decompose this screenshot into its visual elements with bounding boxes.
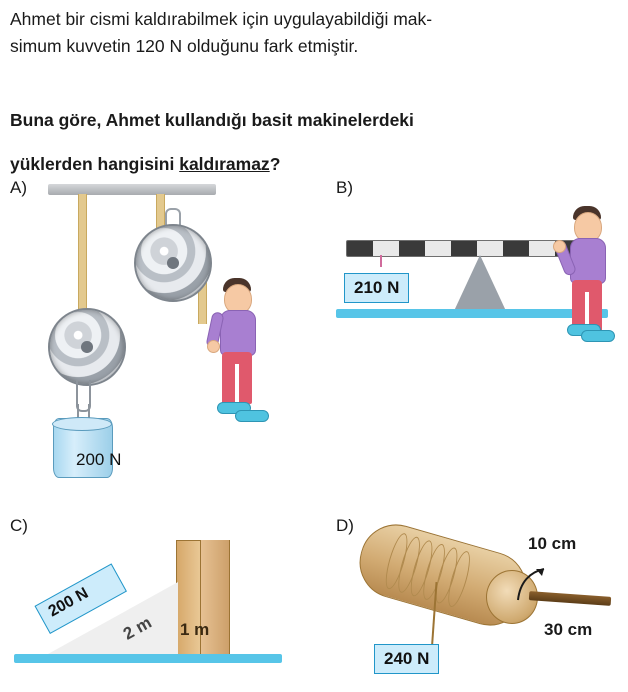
stem-line-2: simum kuvvetin 120 N olduğunu fark etmiştir. (10, 36, 359, 56)
rope-left (78, 194, 87, 320)
shoe-right-icon (581, 330, 615, 342)
figure-option-c-incline (14, 520, 304, 680)
person-figure-b (551, 206, 621, 366)
option-letter-b: B) (336, 178, 353, 197)
label-height: 1 m (180, 620, 210, 639)
label-ramp-length: 2 m (120, 612, 155, 644)
hand-icon (553, 240, 566, 253)
label-force-b: 210 N (344, 273, 409, 303)
stem-line-1: Ahmet bir cismi kaldırabilmek için uygulayabildiği mak- (10, 9, 433, 29)
person-figure-a (205, 278, 275, 454)
figure-option-b-lever (336, 186, 616, 346)
label-load-c: 200 N (45, 584, 92, 621)
ground-line-c (14, 654, 282, 663)
legs-icon (222, 352, 252, 404)
hand-icon (207, 340, 220, 353)
label-load-d: 240 N (374, 644, 439, 674)
question-stem (10, 6, 620, 60)
radius-arrow-icon (514, 566, 548, 602)
shoe-right-icon (235, 410, 269, 422)
lead-line-2-pre: yüklerden hangisini (10, 154, 180, 174)
lead-keyword-underlined: kaldıramaz (179, 154, 270, 174)
lead-line-2 (10, 151, 620, 178)
fixed-pulley-icon (134, 224, 212, 302)
option-letter-d: D) (336, 516, 354, 535)
movable-pulley-icon (48, 308, 126, 386)
label-load-a: 200 N (76, 450, 122, 469)
ceiling-bar (48, 184, 216, 195)
lead-line-1: Buna göre, Ahmet kullandığı basit makinelerdeki (10, 109, 414, 130)
question-lead (10, 89, 620, 196)
label-axle-radius: 10 cm (528, 534, 577, 553)
lead-line-2-post: ? (269, 154, 281, 174)
option-letter-c: C) (10, 516, 28, 535)
torso-icon (220, 310, 256, 356)
torso-icon (570, 238, 606, 284)
option-letter-a: A) (10, 178, 27, 197)
fulcrum-icon (454, 255, 506, 311)
figure-option-a-pulley (20, 182, 310, 472)
label-wheel-radius: 30 cm (544, 620, 593, 639)
load-tick-mark (380, 255, 382, 267)
